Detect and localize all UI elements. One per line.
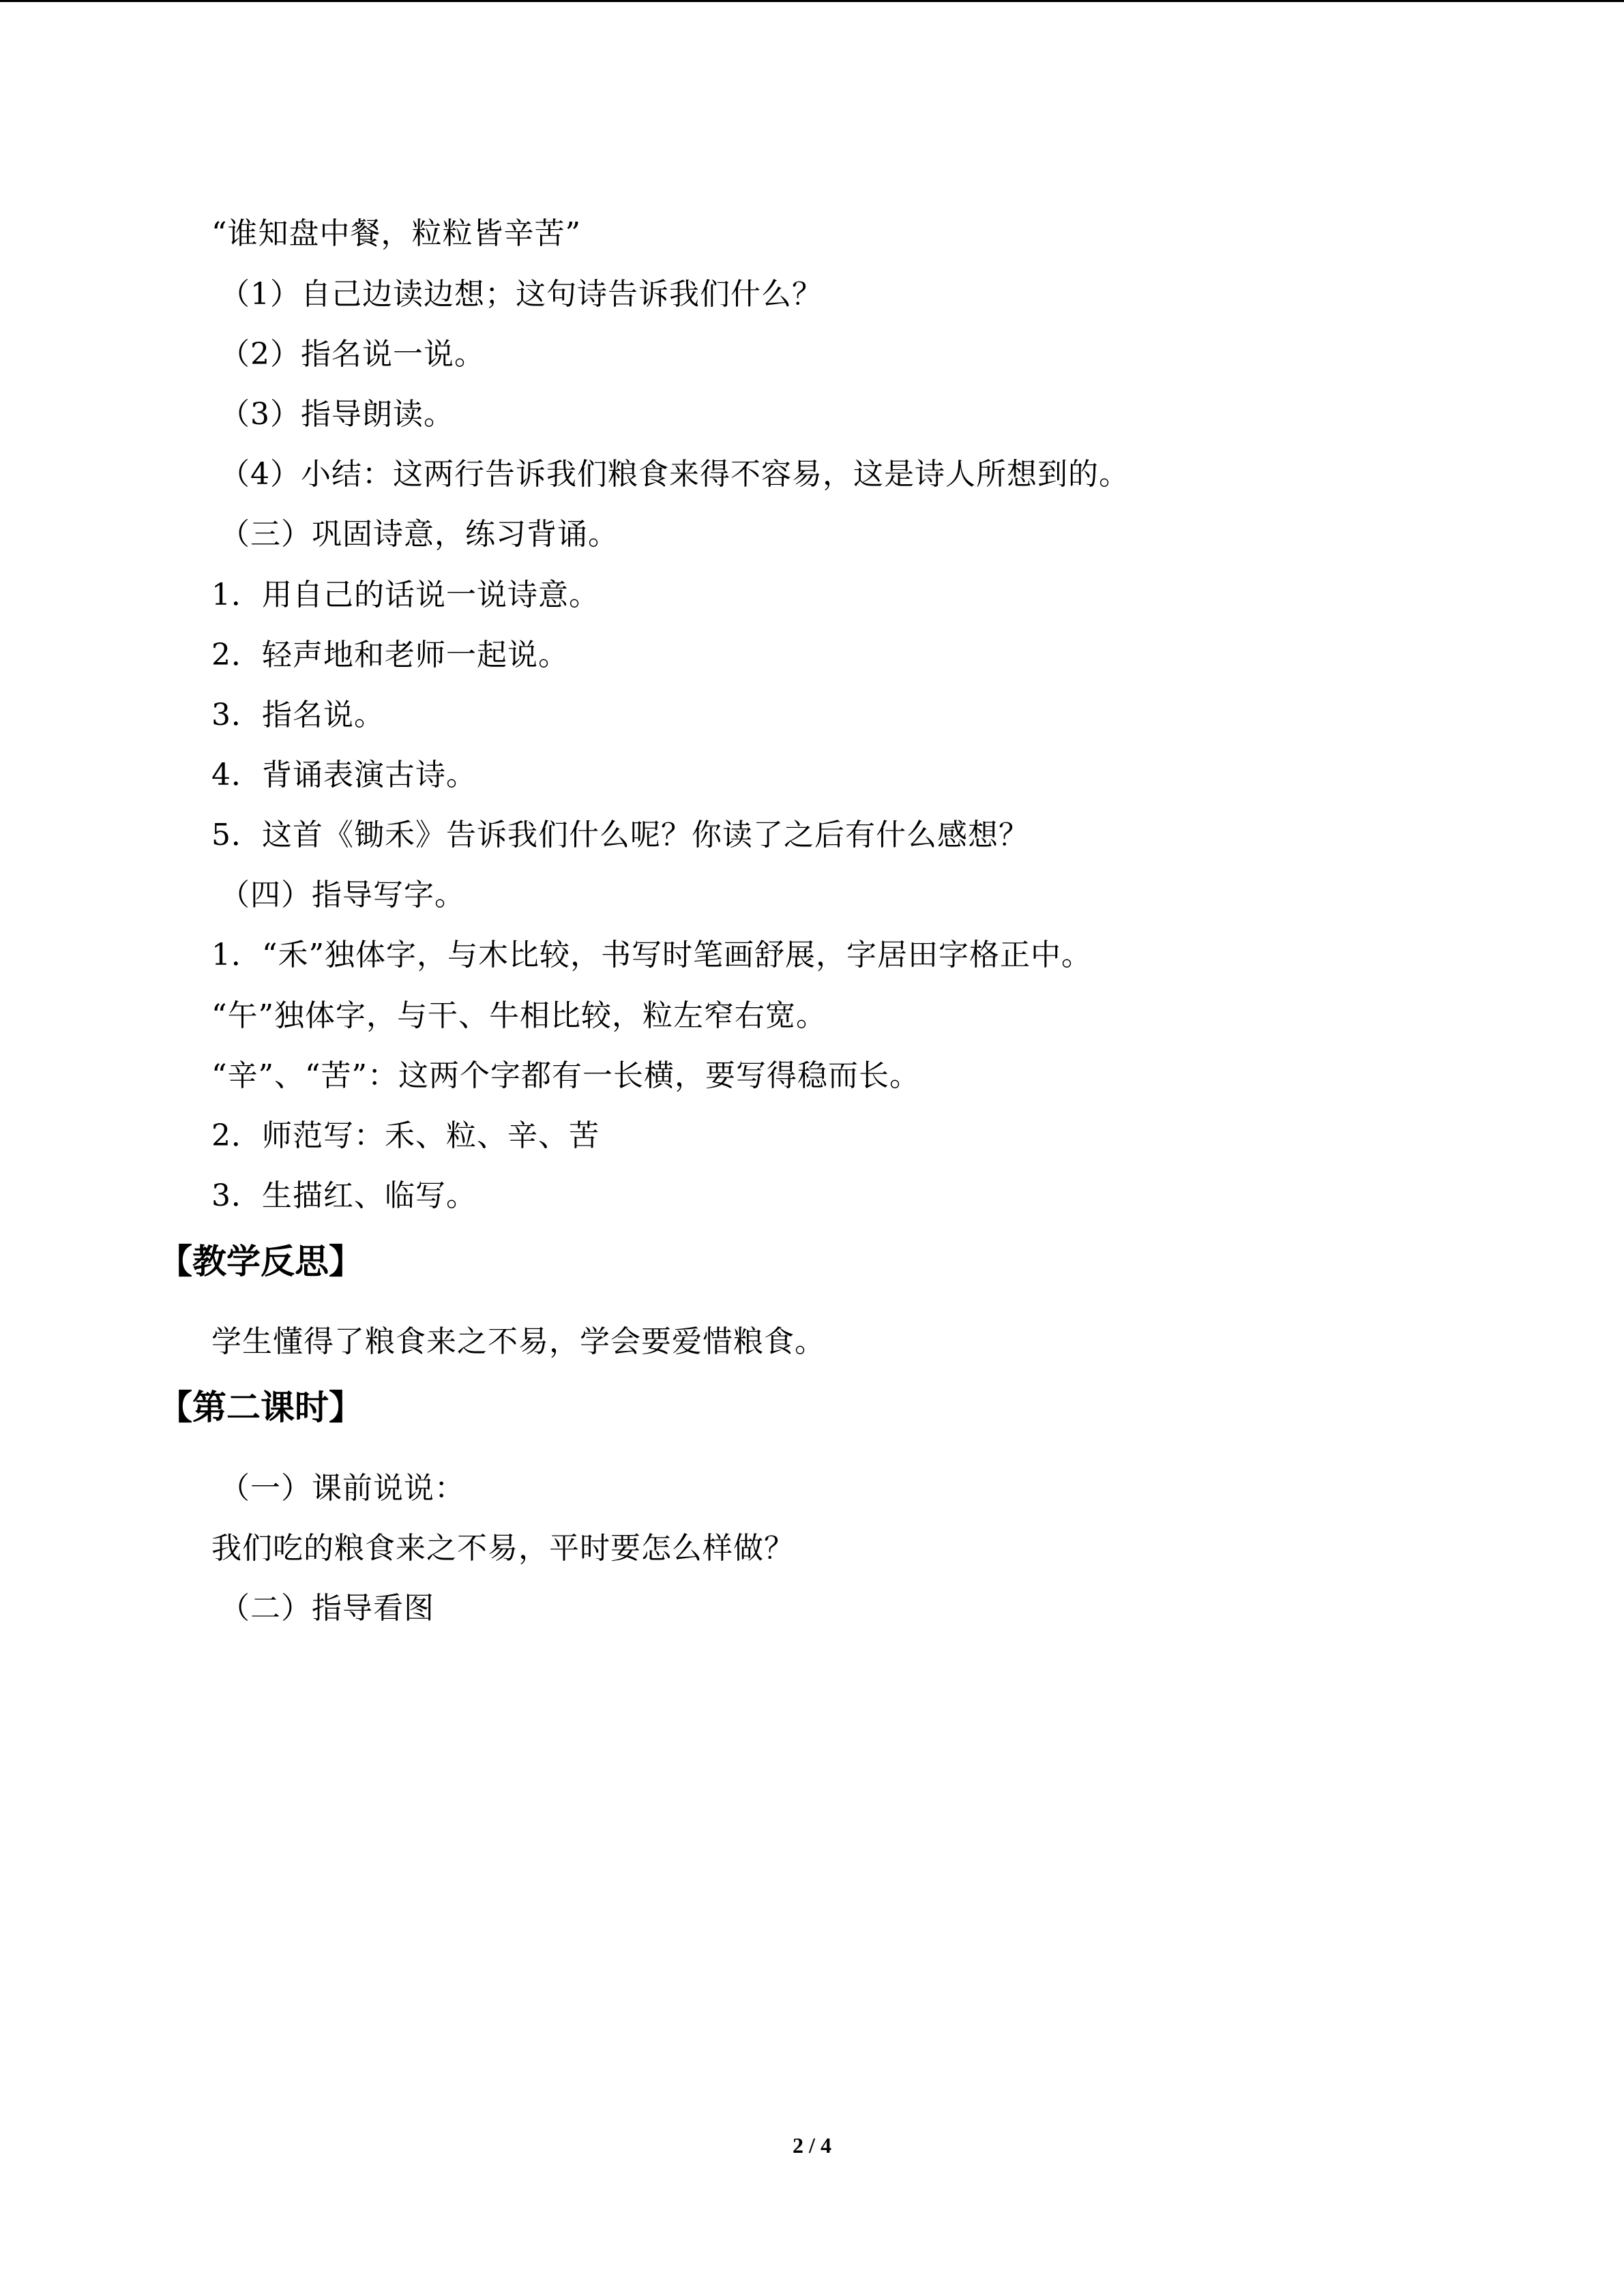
numbered-item: 1．“禾”独体字，与木比较，书写时笔画舒展，字居田字格正中。 [211, 938, 1092, 972]
poem-quote-line: “谁知盘中餐，粒粒皆辛苦” [211, 216, 581, 251]
numbered-item: 3．指名说。 [211, 698, 385, 732]
step-line: （1）自己边读边想；这句诗告诉我们什么？ [220, 277, 823, 312]
text-line: 我们吃的粮食来之不易，平时要怎么样做？ [211, 1531, 795, 1566]
top-border-rule [0, 0, 1624, 2]
subsection-title: （四）指导写字。 [220, 878, 465, 912]
step-line: （2）指名说一说。 [220, 337, 485, 372]
section-heading-second-lesson: 【第二课时】 [158, 1388, 363, 1427]
numbered-item: 3．生描红、临写。 [211, 1178, 477, 1213]
subsection-title: （三）巩固诗意，练习背诵。 [220, 517, 619, 552]
subsection-title: （二）指导看图 [220, 1591, 434, 1626]
step-line: （4）小结：这两行告诉我们粮食来得不容易，这是诗人所想到的。 [220, 457, 1130, 492]
numbered-item: 2．师范写：禾、粒、辛、苦 [211, 1118, 600, 1153]
numbered-item: 4．背诵表演古诗。 [211, 758, 477, 792]
subsection-title: （一）课前说说： [220, 1471, 465, 1506]
text-line: “辛”、“苦”：这两个字都有一长横，要写得稳而长。 [211, 1058, 920, 1093]
numbered-item: 1．用自己的话说一说诗意。 [211, 578, 600, 612]
numbered-item: 2．轻声地和老师一起说。 [211, 638, 569, 672]
text-line: “午”独体字，与干、牛相比较，粒左窄右宽。 [211, 998, 827, 1033]
reflection-text: 学生懂得了粮食来之不易，学会要爱惜粮食。 [211, 1324, 825, 1359]
section-heading-reflection: 【教学反思】 [158, 1242, 363, 1281]
step-line: （3）指导朗读。 [220, 397, 454, 432]
numbered-item: 5．这首《锄禾》告诉我们什么呢？你读了之后有什么感想？ [211, 818, 1029, 852]
page-number: 2 / 4 [793, 2133, 831, 2158]
